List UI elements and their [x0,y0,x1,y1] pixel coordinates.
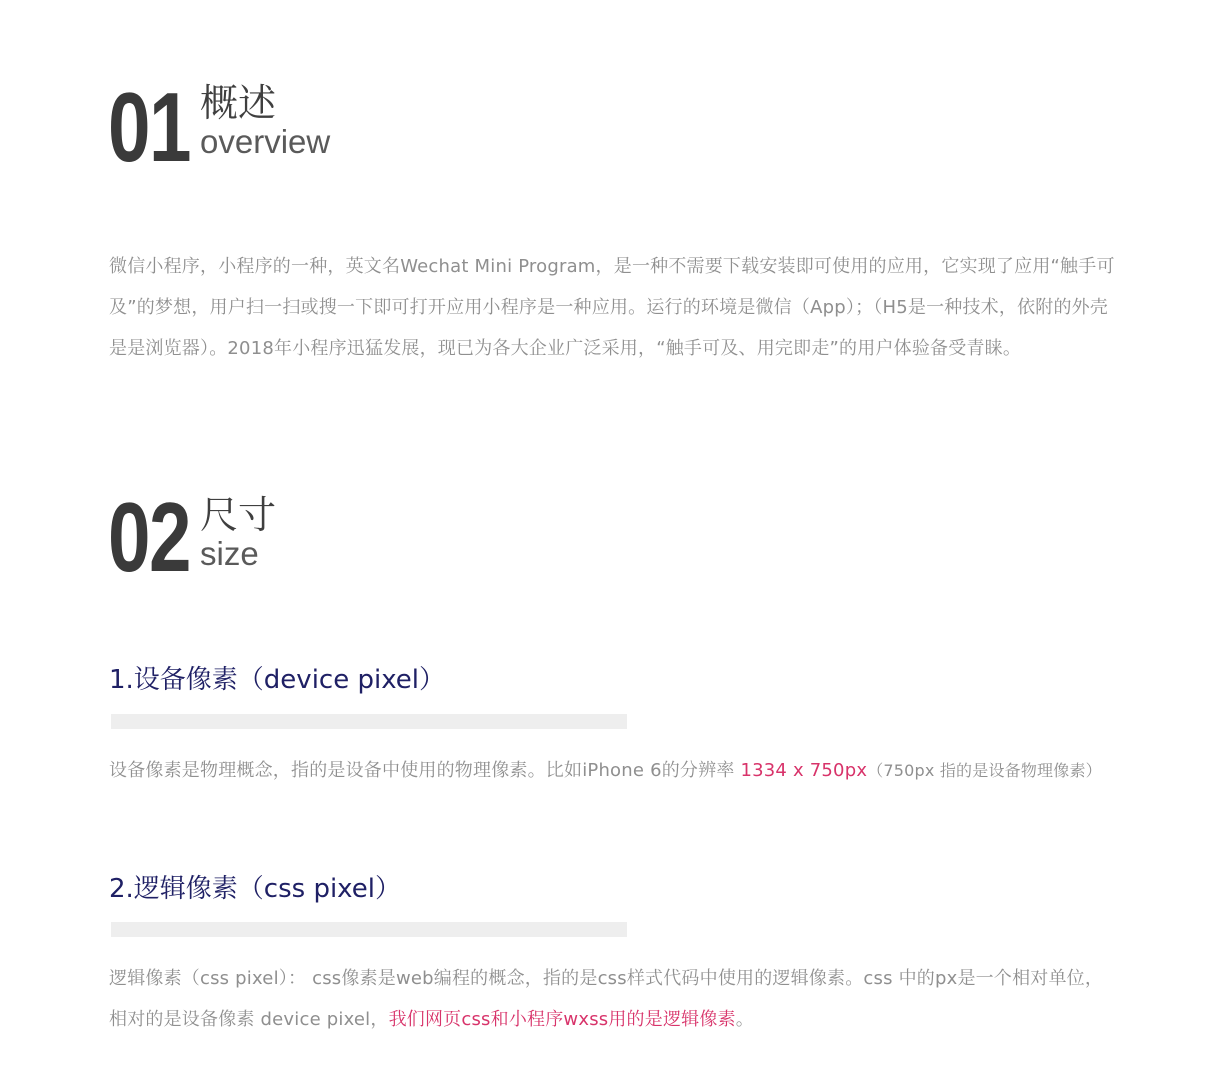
section-title-en: overview [200,123,331,160]
heading-underline [111,922,627,937]
device-pixel-note: （750px 指的是设备物理像素） [867,761,1102,780]
css-pixel-end: 。 [735,1009,754,1030]
css-pixel-paragraph [109,958,1119,1040]
overview-paragraph: 微信小程序，小程序的一种，英文名Wechat Mini Program，是一种不需要下载安装即可使用的应用，它实现了应用“触手可及”的梦想，用户扫一扫或搜一下即可打开应用小程序是一种应用。运行的环境是微信（App）；（H5是一种技术，依附的外壳是是浏览器）。2018年小程序迅猛发展，现已为各大企业广泛采用，“触手可及、用完即走”的用户体验备受青睐。 [109,256,1115,359]
device-pixel-text: 设备像素是物理概念，指的是设备中使用的物理像素。比如iPhone 6的分辨率 [109,760,741,781]
section-overview-header [108,72,508,182]
section-title-cn: 概述 [200,81,277,125]
section-size-header [108,482,508,592]
css-pixel-text: 逻辑像素（css pixel）： css像素是web编程的概念，指的是css样式代码中使用的逻辑像素。css 中的px是一个相对单位，相对的是设备像素 device pixel， [109,968,1104,1030]
css-pixel-heading: 2.逻辑像素（css pixel） [109,874,401,904]
device-pixel-heading: 1.设备像素（device pixel） [109,665,446,695]
resolution-highlight: 1334 x 750px [740,760,868,781]
section-title-en: size [200,535,259,572]
section-title-cn: 尺寸 [200,493,277,537]
heading-underline [111,714,627,729]
section-number: 01 [108,72,190,182]
section-number: 02 [108,482,190,592]
device-pixel-paragraph [109,752,1119,789]
logical-pixel-highlight: 我们网页css和小程序wxss用的是逻辑像素 [388,1009,736,1030]
